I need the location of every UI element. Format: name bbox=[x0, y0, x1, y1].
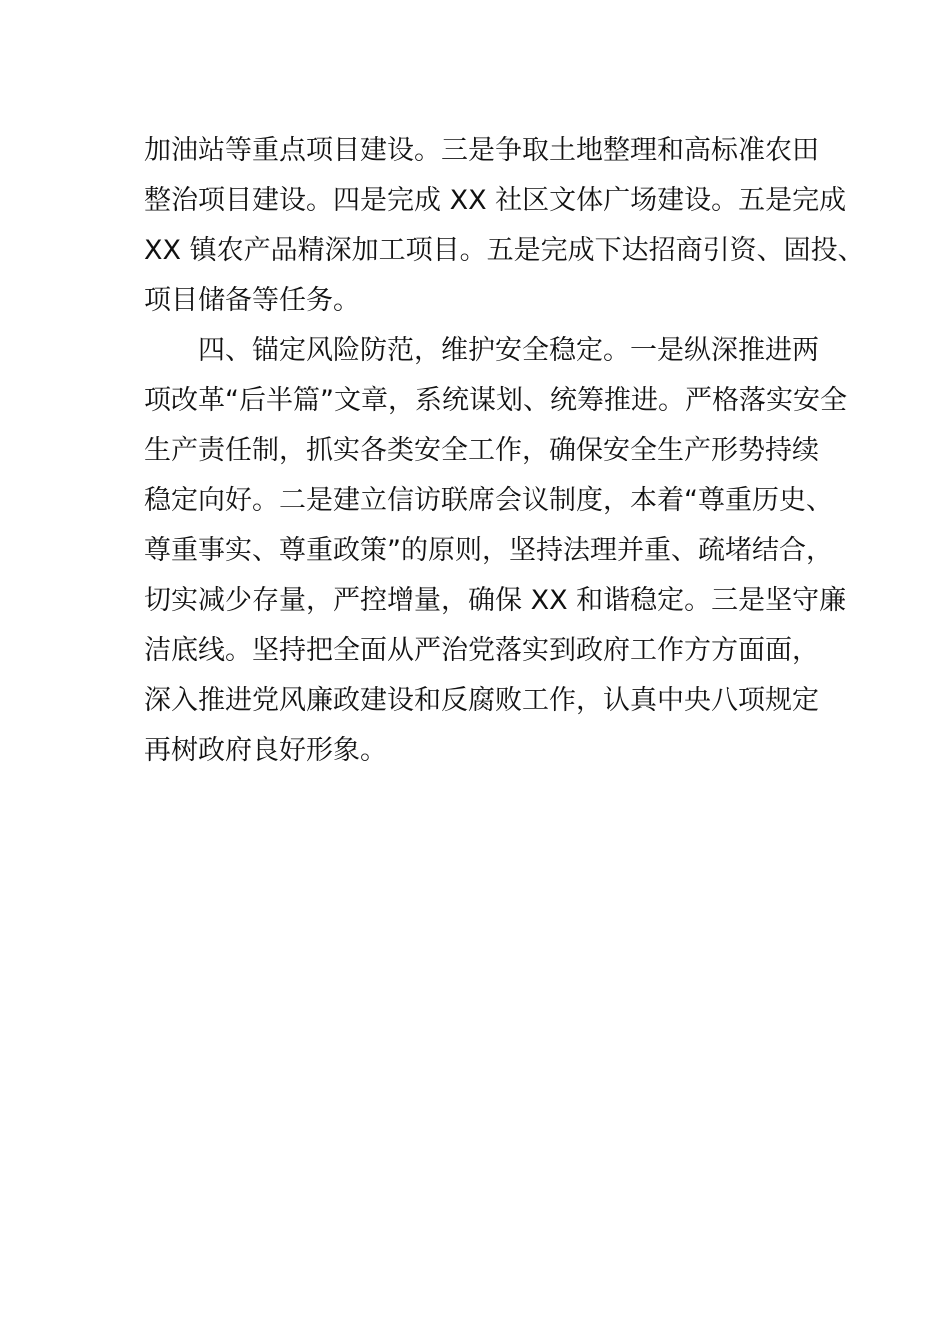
text-line: XX 镇农产品精深加工项目。五是完成下达招商引资、固投、 bbox=[144, 235, 865, 266]
body-text bbox=[144, 126, 865, 776]
text-line: 洁底线。坚持把全面从严治党落实到政府工作方方面面， bbox=[144, 635, 819, 666]
text-line: 尊重事实、尊重政策”的原则，坚持法理并重、疏堵结合， bbox=[144, 535, 833, 566]
text-line: 项目储备等任务。 bbox=[144, 285, 360, 316]
section-heading-line: 四、锚定风险防范，维护安全稳定。一是纵深推进两 bbox=[198, 335, 819, 366]
text-line: 深入推进党风廉政建设和反腐败工作，认真中央八项规定 bbox=[144, 685, 819, 716]
text-line: 生产责任制，抓实各类安全工作，确保安全生产形势持续 bbox=[144, 435, 819, 466]
text-line: 切实减少存量，严控增量，确保 XX 和谐稳定。三是坚守廉 bbox=[144, 585, 847, 616]
text-line: 再树政府良好形象。 bbox=[144, 735, 387, 766]
text-line: 整治项目建设。四是完成 XX 社区文体广场建设。五是完成 bbox=[144, 185, 847, 216]
text-line: 加油站等重点项目建设。三是争取土地整理和高标准农田 bbox=[144, 135, 819, 166]
text-line: 项改革“后半篇”文章，系统谋划、统筹推进。严格落实安全 bbox=[144, 385, 847, 416]
text-line: 稳定向好。二是建立信访联席会议制度，本着“尊重历史、 bbox=[144, 485, 833, 516]
